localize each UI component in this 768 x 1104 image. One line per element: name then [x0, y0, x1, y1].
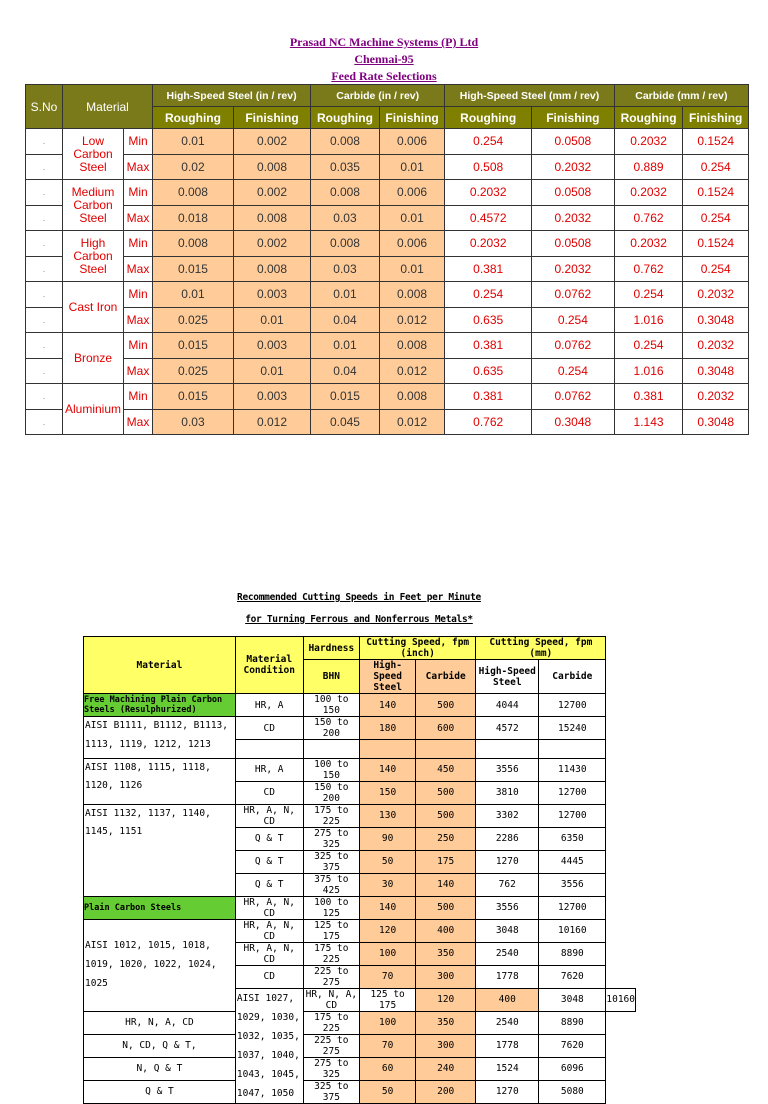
sub-header: Roughing	[614, 107, 683, 129]
hardness-cell: 225 to 275	[303, 1034, 360, 1057]
value-cell: 0.2032	[614, 180, 683, 206]
condition-cell: HR, N, A, CD	[303, 988, 360, 1011]
value-cell: 0.2032	[683, 282, 749, 308]
value-cell: 0.635	[445, 307, 532, 333]
hss-mm-cell: 2540	[476, 942, 539, 965]
sub-header: Roughing	[311, 107, 380, 129]
feed-row	[26, 409, 749, 435]
carbide-cell: 350	[416, 1011, 476, 1034]
value-cell: 1.016	[614, 358, 683, 384]
carbide-mm-cell: 6350	[539, 827, 606, 850]
value-cell: 0.01	[379, 154, 445, 180]
col-sno-header: S.No	[26, 85, 63, 129]
hss-mm-cell	[476, 740, 539, 759]
value-cell: 0.03	[311, 256, 380, 282]
material-cell: Bronze	[63, 333, 124, 384]
value-cell: 0.008	[233, 154, 310, 180]
condition-cell: HR, A, N, CD	[235, 804, 303, 827]
carbide-mm-cell: 7620	[539, 965, 606, 988]
hss-mm-cell: 1524	[476, 1057, 539, 1080]
sno-cell: .	[26, 282, 63, 308]
col-bhn-header: BHN	[303, 660, 360, 694]
value-cell: 0.381	[445, 384, 532, 410]
carbide-cell: 300	[416, 1034, 476, 1057]
carbide-cell: 350	[416, 942, 476, 965]
material-cell: AISI B1111, B1112, B1113, 1113, 1119, 1212, 1213	[84, 717, 236, 759]
value-cell: 0.035	[311, 154, 380, 180]
feed-row	[26, 256, 749, 282]
value-cell: 1.143	[614, 409, 683, 435]
value-cell: 0.01	[153, 129, 234, 155]
condition-cell: HR, N, A, CD	[84, 1011, 236, 1034]
carbide-mm-cell: 12700	[539, 896, 606, 919]
sub-header: Finishing	[532, 107, 615, 129]
col-speed-inch-header: Cutting Speed, fpm (inch)	[360, 637, 476, 660]
group-header: Carbide (mm / rev)	[614, 85, 748, 107]
minmax-cell: Max	[124, 409, 153, 435]
carbide-cell	[416, 740, 476, 759]
value-cell: 0.015	[311, 384, 380, 410]
value-cell: 0.2032	[532, 256, 615, 282]
sub-header: Finishing	[379, 107, 445, 129]
condition-cell: Q & T	[235, 850, 303, 873]
hardness-cell	[303, 740, 360, 759]
company-name: Prasad NC Machine Systems (P) Ltd	[289, 35, 479, 49]
value-cell: 0.002	[233, 231, 310, 257]
value-cell: 0.006	[379, 231, 445, 257]
col-speed-mm-header: Cutting Speed, fpm (mm)	[476, 637, 606, 660]
feed-row	[26, 180, 749, 206]
value-cell: 0.006	[379, 129, 445, 155]
carbide-cell: 500	[416, 694, 476, 717]
value-cell: 0.002	[233, 180, 310, 206]
feed-row	[26, 205, 749, 231]
carbide-mm-cell: 12700	[539, 781, 606, 804]
value-cell: 0.381	[445, 256, 532, 282]
sno-cell: .	[26, 180, 63, 206]
value-cell: 1.016	[614, 307, 683, 333]
carbide-mm-cell: 15240	[539, 717, 606, 740]
value-cell: 0.008	[311, 180, 380, 206]
carbide-cell: 400	[476, 988, 539, 1011]
hss-cell: 90	[360, 827, 416, 850]
hardness-cell: 275 to 325	[303, 827, 360, 850]
value-cell: 0.015	[153, 384, 234, 410]
feed-row	[26, 384, 749, 410]
value-cell: 0.012	[379, 358, 445, 384]
material-cell: AISI 1132, 1137, 1140, 1145, 1151	[84, 804, 236, 896]
value-cell: 0.03	[311, 205, 380, 231]
hss-mm-cell: 1270	[476, 850, 539, 873]
value-cell: 0.2032	[683, 384, 749, 410]
hss-mm-cell: 3302	[476, 804, 539, 827]
speed-title-line2: for Turning Ferrous and Nonferrous Metals*	[245, 614, 473, 625]
carbide-mm-cell	[539, 740, 606, 759]
carbide-cell: 200	[416, 1080, 476, 1103]
hardness-cell: 175 to 225	[303, 942, 360, 965]
value-cell: 0.762	[614, 205, 683, 231]
hardness-cell: 100 to 125	[303, 896, 360, 919]
page-title: Feed Rate Selections	[331, 69, 437, 83]
feed-row	[26, 154, 749, 180]
value-cell: 0.381	[614, 384, 683, 410]
hardness-cell: 150 to 200	[303, 781, 360, 804]
carbide-cell: 450	[416, 758, 476, 781]
hardness-cell: 325 to 375	[303, 1080, 360, 1103]
group-header: High-Speed Steel (in / rev)	[153, 85, 311, 107]
value-cell: 0.254	[445, 282, 532, 308]
hss-mm-cell: 4044	[476, 694, 539, 717]
condition-cell: CD	[235, 717, 303, 740]
hardness-cell: 325 to 375	[303, 850, 360, 873]
hss-cell: 30	[360, 873, 416, 896]
carbide-mm-cell: 8890	[539, 942, 606, 965]
condition-cell: CD	[235, 781, 303, 804]
hardness-cell: 100 to 150	[303, 758, 360, 781]
section-label: Free Machining Plain Carbon Steels (Resulphurized)	[84, 694, 236, 717]
carbide-cell: 500	[416, 781, 476, 804]
sno-cell: .	[26, 409, 63, 435]
value-cell: 0.012	[379, 307, 445, 333]
hss-mm-cell: 1270	[476, 1080, 539, 1103]
hss-cell: 70	[360, 965, 416, 988]
value-cell: 0.0508	[532, 129, 615, 155]
condition-cell: Q & T	[84, 1080, 236, 1103]
value-cell: 0.254	[614, 333, 683, 359]
minmax-cell: Max	[124, 154, 153, 180]
hss-cell: 140	[360, 694, 416, 717]
hardness-cell: 375 to 425	[303, 873, 360, 896]
hss-mm-cell: 1778	[476, 1034, 539, 1057]
value-cell: 0.01	[233, 358, 310, 384]
value-cell: 0.015	[153, 333, 234, 359]
condition-cell: N, CD, Q & T,	[84, 1034, 236, 1057]
value-cell: 0.008	[311, 129, 380, 155]
hss-mm-cell: 2286	[476, 827, 539, 850]
value-cell: 0.04	[311, 307, 380, 333]
value-cell: 0.008	[311, 231, 380, 257]
material-cell: Cast Iron	[63, 282, 124, 333]
section-label: Plain Carbon Steels	[84, 896, 236, 919]
carbide-mm-cell: 10160	[606, 988, 636, 1011]
hss-mm-cell: 762	[476, 873, 539, 896]
minmax-cell: Max	[124, 256, 153, 282]
value-cell: 0.012	[233, 409, 310, 435]
company-city: Chennai-95	[354, 52, 414, 66]
minmax-cell: Max	[124, 307, 153, 333]
carbide-cell: 240	[416, 1057, 476, 1080]
material-cell: AISI 1012, 1015, 1018, 1019, 1020, 1022, 1024, 1025	[84, 919, 236, 1011]
value-cell: 0.381	[445, 333, 532, 359]
value-cell: 0.3048	[532, 409, 615, 435]
hardness-cell: 225 to 275	[303, 965, 360, 988]
feed-row	[26, 307, 749, 333]
value-cell: 0.003	[233, 282, 310, 308]
sno-cell: .	[26, 333, 63, 359]
hss-mm-cell: 3048	[476, 919, 539, 942]
condition-cell: HR, A	[235, 758, 303, 781]
hss-cell: 150	[360, 781, 416, 804]
carbide-mm-cell: 8890	[539, 1011, 606, 1034]
sno-cell: .	[26, 358, 63, 384]
condition-cell: HR, A, N, CD	[235, 919, 303, 942]
hss-mm-cell: 3556	[476, 758, 539, 781]
hss-cell: 120	[360, 919, 416, 942]
hss-cell: 140	[360, 896, 416, 919]
value-cell: 0.01	[311, 282, 380, 308]
sno-cell: .	[26, 205, 63, 231]
carbide-mm-cell: 3556	[539, 873, 606, 896]
value-cell: 0.2032	[614, 231, 683, 257]
value-cell: 0.508	[445, 154, 532, 180]
value-cell: 0.254	[532, 358, 615, 384]
sub-header: Finishing	[683, 107, 749, 129]
condition-cell	[235, 740, 303, 759]
value-cell: 0.003	[233, 333, 310, 359]
minmax-cell: Min	[124, 129, 153, 155]
condition-cell: CD	[235, 965, 303, 988]
value-cell: 0.015	[153, 256, 234, 282]
value-cell: 0.0762	[532, 282, 615, 308]
feed-row	[26, 282, 749, 308]
value-cell: 0.889	[614, 154, 683, 180]
carbide-mm-cell: 10160	[539, 919, 606, 942]
value-cell: 0.3048	[683, 358, 749, 384]
value-cell: 0.0508	[532, 231, 615, 257]
col-hss-header: High-Speed Steel	[360, 660, 416, 694]
hss-mm-cell: 2540	[476, 1011, 539, 1034]
col-hss-mm-header: High-Speed Steel	[476, 660, 539, 694]
col-material-header: Material	[84, 637, 236, 694]
value-cell: 0.01	[379, 205, 445, 231]
value-cell: 0.1524	[683, 129, 749, 155]
material-cell: High Carbon Steel	[63, 231, 124, 282]
value-cell: 0.01	[311, 333, 380, 359]
hardness-cell: 150 to 200	[303, 717, 360, 740]
hss-mm-cell: 1778	[476, 965, 539, 988]
value-cell: 0.008	[379, 282, 445, 308]
value-cell: 0.003	[233, 384, 310, 410]
value-cell: 0.02	[153, 154, 234, 180]
carbide-cell: 300	[416, 965, 476, 988]
minmax-cell: Min	[124, 333, 153, 359]
carbide-cell: 400	[416, 919, 476, 942]
sno-cell: .	[26, 231, 63, 257]
material-cell: AISI 1027, 1029, 1030, 1032, 1035, 1037, 1040, 1043, 1045, 1047, 1050	[235, 988, 303, 1103]
value-cell: 0.2032	[532, 154, 615, 180]
condition-cell: HR, A	[235, 694, 303, 717]
feed-row	[26, 333, 749, 359]
carbide-mm-cell: 12700	[539, 804, 606, 827]
material-cell: Medium Carbon Steel	[63, 180, 124, 231]
minmax-cell: Min	[124, 282, 153, 308]
carbide-cell: 500	[416, 896, 476, 919]
minmax-cell: Min	[124, 180, 153, 206]
sno-cell: .	[26, 129, 63, 155]
hss-mm-cell: 3556	[476, 896, 539, 919]
value-cell: 0.2032	[445, 180, 532, 206]
value-cell: 0.045	[311, 409, 380, 435]
value-cell: 0.0762	[532, 333, 615, 359]
value-cell: 0.1524	[683, 231, 749, 257]
value-cell: 0.4572	[445, 205, 532, 231]
value-cell: 0.0508	[532, 180, 615, 206]
value-cell: 0.3048	[683, 307, 749, 333]
sno-cell: .	[26, 256, 63, 282]
value-cell: 0.008	[233, 205, 310, 231]
cutting-speed-table	[83, 636, 636, 1104]
value-cell: 0.025	[153, 307, 234, 333]
hss-cell: 130	[360, 804, 416, 827]
hss-cell: 100	[360, 1011, 416, 1034]
value-cell: 0.03	[153, 409, 234, 435]
condition-cell: Q & T	[235, 827, 303, 850]
hardness-cell: 125 to 175	[360, 988, 416, 1011]
sub-header: Finishing	[233, 107, 310, 129]
value-cell: 0.762	[445, 409, 532, 435]
hss-cell: 60	[360, 1057, 416, 1080]
value-cell: 0.008	[379, 333, 445, 359]
value-cell: 0.2032	[445, 231, 532, 257]
value-cell: 0.254	[532, 307, 615, 333]
value-cell: 0.254	[614, 282, 683, 308]
speed-title-line1: Recommended Cutting Speeds in Feet per Minute	[237, 592, 481, 603]
hardness-cell: 125 to 175	[303, 919, 360, 942]
carbide-cell: 175	[416, 850, 476, 873]
carbide-cell: 140	[416, 873, 476, 896]
carbide-mm-cell: 7620	[539, 1034, 606, 1057]
sno-cell: .	[26, 307, 63, 333]
value-cell: 0.01	[233, 307, 310, 333]
group-header: High-Speed Steel (mm / rev)	[445, 85, 614, 107]
condition-cell: HR, A, N, CD	[235, 896, 303, 919]
minmax-cell: Min	[124, 231, 153, 257]
carbide-mm-cell: 12700	[539, 694, 606, 717]
feed-row	[26, 129, 749, 155]
material-cell: Low Carbon Steel	[63, 129, 124, 180]
material-cell: Aluminium	[63, 384, 124, 435]
condition-cell: N, Q & T	[84, 1057, 236, 1080]
value-cell: 0.025	[153, 358, 234, 384]
value-cell: 0.008	[379, 384, 445, 410]
carbide-cell: 600	[416, 717, 476, 740]
value-cell: 0.0762	[532, 384, 615, 410]
hss-cell: 120	[416, 988, 476, 1011]
hardness-cell: 275 to 325	[303, 1057, 360, 1080]
carbide-cell: 500	[416, 804, 476, 827]
value-cell: 0.635	[445, 358, 532, 384]
hardness-cell: 175 to 225	[303, 804, 360, 827]
value-cell: 0.2032	[532, 205, 615, 231]
sno-cell: .	[26, 154, 63, 180]
value-cell: 0.254	[445, 129, 532, 155]
carbide-mm-cell: 6096	[539, 1057, 606, 1080]
value-cell: 0.018	[153, 205, 234, 231]
hss-cell: 180	[360, 717, 416, 740]
carbide-mm-cell: 11430	[539, 758, 606, 781]
carbide-mm-cell: 4445	[539, 850, 606, 873]
hss-cell: 50	[360, 1080, 416, 1103]
group-header: Carbide (in / rev)	[311, 85, 445, 107]
hss-cell: 50	[360, 850, 416, 873]
value-cell: 0.008	[233, 256, 310, 282]
sub-header: Roughing	[153, 107, 234, 129]
col-carbide-header: Carbide	[416, 660, 476, 694]
hss-mm-cell: 3048	[539, 988, 606, 1011]
hss-cell: 140	[360, 758, 416, 781]
minmax-cell: Max	[124, 205, 153, 231]
value-cell: 0.01	[379, 256, 445, 282]
col-hardness-header: Hardness	[303, 637, 360, 660]
value-cell: 0.2032	[614, 129, 683, 155]
feed-row	[26, 358, 749, 384]
condition-cell: HR, A, N, CD	[235, 942, 303, 965]
value-cell: 0.2032	[683, 333, 749, 359]
hss-cell: 70	[360, 1034, 416, 1057]
hss-mm-cell: 3810	[476, 781, 539, 804]
value-cell: 0.1524	[683, 180, 749, 206]
value-cell: 0.006	[379, 180, 445, 206]
hss-cell: 100	[360, 942, 416, 965]
value-cell: 0.254	[683, 205, 749, 231]
feed-row	[26, 231, 749, 257]
col-carbide-mm-header: Carbide	[539, 660, 606, 694]
value-cell: 0.008	[153, 180, 234, 206]
sno-cell: .	[26, 384, 63, 410]
value-cell: 0.012	[379, 409, 445, 435]
hardness-cell: 100 to 150	[303, 694, 360, 717]
value-cell: 0.254	[683, 154, 749, 180]
value-cell: 0.04	[311, 358, 380, 384]
condition-cell: Q & T	[235, 873, 303, 896]
hss-cell	[360, 740, 416, 759]
value-cell: 0.254	[683, 256, 749, 282]
carbide-cell: 250	[416, 827, 476, 850]
carbide-mm-cell: 5080	[539, 1080, 606, 1103]
col-material-header: Material	[63, 85, 153, 129]
value-cell: 0.002	[233, 129, 310, 155]
feed-rate-table	[25, 84, 749, 435]
col-condition-header: Material Condition	[235, 637, 303, 694]
hardness-cell: 175 to 225	[303, 1011, 360, 1034]
minmax-cell: Min	[124, 384, 153, 410]
value-cell: 0.3048	[683, 409, 749, 435]
material-cell: AISI 1108, 1115, 1118, 1120, 1126	[84, 758, 236, 804]
sub-header: Roughing	[445, 107, 532, 129]
minmax-cell: Max	[124, 358, 153, 384]
value-cell: 0.008	[153, 231, 234, 257]
value-cell: 0.762	[614, 256, 683, 282]
hss-mm-cell: 4572	[476, 717, 539, 740]
value-cell: 0.01	[153, 282, 234, 308]
